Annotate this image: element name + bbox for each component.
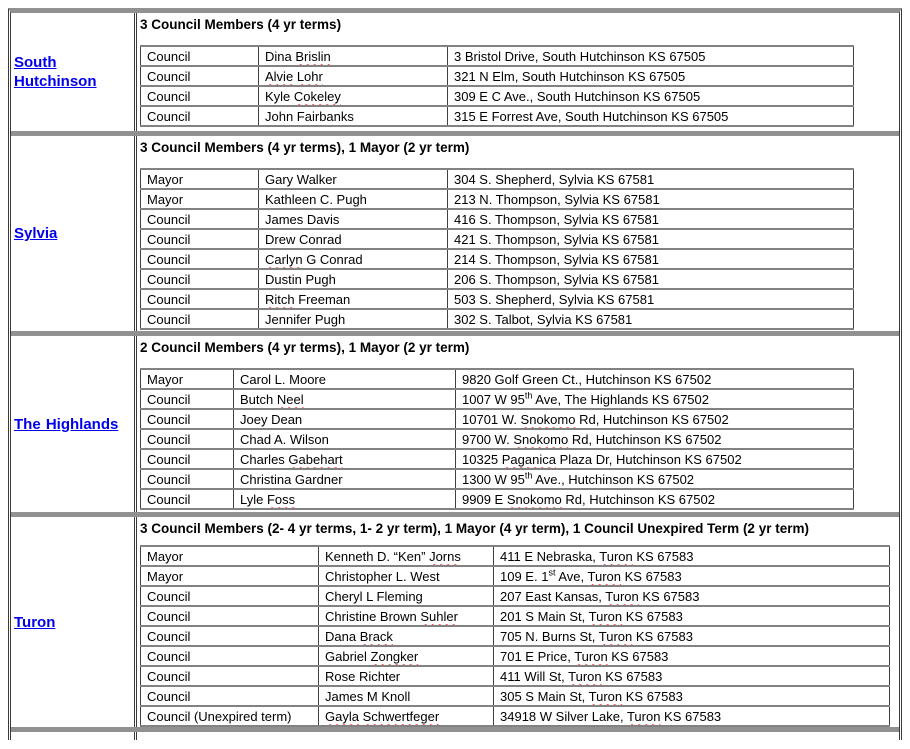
section-south-hutchinson bbox=[11, 13, 899, 136]
role-cell: Mayor bbox=[141, 369, 234, 389]
roster-table-south-hutchinson bbox=[140, 45, 854, 127]
section-header: 3 Council Members (2- 4 yr terms, 1- 2 yr term), 1 Mayor (4 yr term), 1 Council Unexpired Term (2 yr term) bbox=[140, 521, 809, 536]
section-header: 3 Council Members (4 yr terms), 1 Mayor (2 yr term) bbox=[140, 140, 470, 155]
address-cell: 34918 W Silver Lake, Turon KS 67583 bbox=[494, 706, 890, 726]
table-row bbox=[141, 46, 854, 66]
address-cell: 302 S. Talbot, Sylvia KS 67581 bbox=[448, 309, 854, 329]
table-row bbox=[141, 546, 890, 566]
role-cell: Council bbox=[141, 469, 234, 489]
table-row bbox=[141, 209, 854, 229]
address-cell: 705 N. Burns St, Turon KS 67583 bbox=[494, 626, 890, 646]
role-cell: Council bbox=[141, 646, 319, 666]
role-cell: Council bbox=[141, 666, 319, 686]
table-row bbox=[141, 449, 854, 469]
table-row bbox=[141, 626, 890, 646]
name-cell: Charles Gabehart bbox=[234, 449, 456, 469]
address-cell: 701 E Price, Turon KS 67583 bbox=[494, 646, 890, 666]
role-cell: Council bbox=[141, 269, 259, 289]
address-cell: 109 E. 1st Ave, Turon KS 67583 bbox=[494, 566, 890, 586]
address-cell: 10701 W. Snokomo Rd, Hutchinson KS 67502 bbox=[456, 409, 854, 429]
roster-table-the-highlands bbox=[140, 368, 854, 510]
content-cell bbox=[137, 336, 899, 512]
role-cell: Council bbox=[141, 409, 234, 429]
city-cell bbox=[11, 517, 137, 727]
name-cell: Carlyn G Conrad bbox=[259, 249, 448, 269]
role-cell: Mayor bbox=[141, 566, 319, 586]
address-cell: 214 S. Thompson, Sylvia KS 67581 bbox=[448, 249, 854, 269]
role-cell: Mayor bbox=[141, 189, 259, 209]
address-cell: 213 N. Thompson, Sylvia KS 67581 bbox=[448, 189, 854, 209]
address-cell: 201 S Main St, Turon KS 67583 bbox=[494, 606, 890, 626]
city-cell-partial bbox=[11, 732, 137, 740]
table-row bbox=[141, 106, 854, 126]
table-row bbox=[141, 686, 890, 706]
role-cell: Council bbox=[141, 686, 319, 706]
section-header: 2 Council Members (4 yr terms), 1 Mayor (2 yr term) bbox=[140, 340, 470, 355]
name-cell: Gayla Schwertfeger bbox=[319, 706, 494, 726]
section-turon bbox=[11, 517, 899, 732]
role-cell: Council bbox=[141, 106, 259, 126]
name-cell: Jennifer Pugh bbox=[259, 309, 448, 329]
table-row bbox=[141, 606, 890, 626]
role-cell: Council (Unexpired term) bbox=[141, 706, 319, 726]
address-cell: 9820 Golf Green Ct., Hutchinson KS 67502 bbox=[456, 369, 854, 389]
address-cell: 10325 Paganica Plaza Dr, Hutchinson KS 67502 bbox=[456, 449, 854, 469]
role-cell: Council bbox=[141, 449, 234, 469]
name-cell: Drew Conrad bbox=[259, 229, 448, 249]
table-row bbox=[141, 289, 854, 309]
page bbox=[0, 8, 910, 749]
address-cell: 1300 W 95th Ave., Hutchinson KS 67502 bbox=[456, 469, 854, 489]
name-cell: Kathleen C. Pugh bbox=[259, 189, 448, 209]
roster-table-turon bbox=[140, 545, 890, 727]
content-cell-partial bbox=[137, 732, 899, 740]
city-link-turon[interactable]: Turon bbox=[14, 613, 56, 631]
name-cell: James M Knoll bbox=[319, 686, 494, 706]
table-row bbox=[141, 369, 854, 389]
address-cell: 1007 W 95th Ave, The Highlands KS 67502 bbox=[456, 389, 854, 409]
address-cell: 421 S. Thompson, Sylvia KS 67581 bbox=[448, 229, 854, 249]
city-link-sylvia[interactable]: Sylvia bbox=[14, 225, 58, 242]
table-row bbox=[141, 86, 854, 106]
name-cell: Kenneth D. “Ken” Jorns bbox=[319, 546, 494, 566]
table-row bbox=[141, 469, 854, 489]
table-row bbox=[141, 249, 854, 269]
role-cell: Council bbox=[141, 86, 259, 106]
name-cell: Rose Richter bbox=[319, 666, 494, 686]
city-cell bbox=[11, 13, 137, 131]
address-cell: 9909 E Snokomo Rd, Hutchinson KS 67502 bbox=[456, 489, 854, 509]
name-cell: Ritch Freeman bbox=[259, 289, 448, 309]
address-cell: 9700 W. Snokomo Rd, Hutchinson KS 67502 bbox=[456, 429, 854, 449]
table-row bbox=[141, 586, 890, 606]
table-row bbox=[141, 429, 854, 449]
table-row bbox=[141, 389, 854, 409]
table-row bbox=[141, 229, 854, 249]
roster-table-sylvia bbox=[140, 168, 854, 330]
role-cell: Council bbox=[141, 209, 259, 229]
sections-host bbox=[11, 13, 899, 732]
name-cell: Dustin Pugh bbox=[259, 269, 448, 289]
role-cell: Mayor bbox=[141, 546, 319, 566]
name-cell: Butch Neel bbox=[234, 389, 456, 409]
address-cell: 411 Will St, Turon KS 67583 bbox=[494, 666, 890, 686]
table-row bbox=[141, 169, 854, 189]
role-cell: Council bbox=[141, 429, 234, 449]
content-cell bbox=[137, 517, 899, 727]
table-row bbox=[141, 189, 854, 209]
section-sylvia bbox=[11, 136, 899, 336]
address-cell: 411 E Nebraska, Turon KS 67583 bbox=[494, 546, 890, 566]
name-cell: Dana Brack bbox=[319, 626, 494, 646]
name-cell: James Davis bbox=[259, 209, 448, 229]
table-row bbox=[141, 409, 854, 429]
section-the-highlands bbox=[11, 336, 899, 517]
address-cell: 3 Bristol Drive, South Hutchinson KS 67505 bbox=[448, 46, 854, 66]
role-cell: Mayor bbox=[141, 169, 259, 189]
role-cell: Council bbox=[141, 626, 319, 646]
name-cell: Kyle Cokeley bbox=[259, 86, 448, 106]
table-row bbox=[141, 66, 854, 86]
address-cell: 206 S. Thompson, Sylvia KS 67581 bbox=[448, 269, 854, 289]
city-link-the-highlands[interactable]: The Highlands bbox=[14, 415, 119, 433]
table-row bbox=[141, 706, 890, 726]
name-cell: Alvie Lohr bbox=[259, 66, 448, 86]
address-cell: 305 S Main St, Turon KS 67583 bbox=[494, 686, 890, 706]
section-partial-next bbox=[11, 732, 899, 740]
name-cell: Christopher L. West bbox=[319, 566, 494, 586]
role-cell: Council bbox=[141, 249, 259, 269]
name-cell: Carol L. Moore bbox=[234, 369, 456, 389]
municipal-officials-table bbox=[8, 8, 902, 740]
city-link-south-hutchinson[interactable]: South Hutchinson bbox=[14, 54, 97, 90]
role-cell: Council bbox=[141, 606, 319, 626]
address-cell: 321 N Elm, South Hutchinson KS 67505 bbox=[448, 66, 854, 86]
role-cell: Council bbox=[141, 309, 259, 329]
address-cell: 207 East Kansas, Turon KS 67583 bbox=[494, 586, 890, 606]
name-cell: Gary Walker bbox=[259, 169, 448, 189]
role-cell: Council bbox=[141, 66, 259, 86]
role-cell: Council bbox=[141, 46, 259, 66]
table-row bbox=[141, 566, 890, 586]
address-cell: 315 E Forrest Ave, South Hutchinson KS 67505 bbox=[448, 106, 854, 126]
city-cell bbox=[11, 136, 137, 331]
address-cell: 304 S. Shepherd, Sylvia KS 67581 bbox=[448, 169, 854, 189]
name-cell: Lyle Foss bbox=[234, 489, 456, 509]
address-cell: 309 E C Ave., South Hutchinson KS 67505 bbox=[448, 86, 854, 106]
name-cell: Joey Dean bbox=[234, 409, 456, 429]
address-cell: 503 S. Shepherd, Sylvia KS 67581 bbox=[448, 289, 854, 309]
content-cell bbox=[137, 136, 899, 331]
table-row bbox=[141, 646, 890, 666]
role-cell: Council bbox=[141, 289, 259, 309]
role-cell: Council bbox=[141, 229, 259, 249]
table-row bbox=[141, 489, 854, 509]
role-cell: Council bbox=[141, 489, 234, 509]
content-cell bbox=[137, 13, 899, 131]
table-row bbox=[141, 269, 854, 289]
name-cell: Chad A. Wilson bbox=[234, 429, 456, 449]
name-cell: Dina Brislin bbox=[259, 46, 448, 66]
role-cell: Council bbox=[141, 586, 319, 606]
table-row bbox=[141, 666, 890, 686]
city-cell bbox=[11, 336, 137, 512]
section-header: 3 Council Members (4 yr terms) bbox=[140, 17, 342, 32]
role-cell: Council bbox=[141, 389, 234, 409]
name-cell: Christina Gardner bbox=[234, 469, 456, 489]
table-row bbox=[141, 309, 854, 329]
name-cell: Gabriel Zongker bbox=[319, 646, 494, 666]
name-cell: Christine Brown Suhler bbox=[319, 606, 494, 626]
name-cell: John Fairbanks bbox=[259, 106, 448, 126]
address-cell: 416 S. Thompson, Sylvia KS 67581 bbox=[448, 209, 854, 229]
name-cell: Cheryl L Fleming bbox=[319, 586, 494, 606]
